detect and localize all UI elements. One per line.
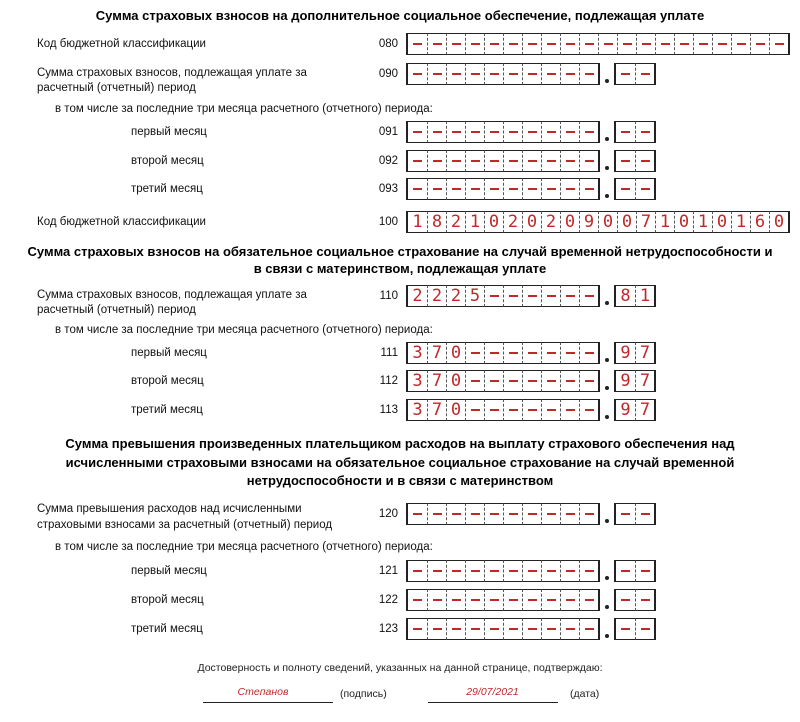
sum-090-code: 090 [378, 68, 398, 80]
m112-code: 112 [379, 375, 398, 387]
digit-cell [560, 618, 579, 640]
m123-code: 123 [378, 623, 398, 635]
digit-cell: 7 [427, 342, 446, 364]
digit-cell: 1 [635, 285, 654, 307]
digit-cell [560, 503, 579, 525]
digit-cell [484, 560, 503, 582]
digit-cell [484, 618, 503, 640]
digit-cell [427, 33, 446, 55]
m113-field[interactable] [406, 399, 656, 421]
digit-cell [635, 560, 654, 582]
sum-090-label-1: Сумма страховых взносов, подлежащая уплате за [37, 67, 307, 79]
date-label: (дата) [570, 688, 600, 700]
digit-cell [446, 178, 465, 200]
m112-field[interactable] [406, 370, 656, 392]
digit-cell [465, 150, 484, 172]
digit-cell [522, 121, 541, 143]
digit-cell: 2 [541, 211, 560, 233]
digit-cell [616, 150, 635, 172]
m093-code: 093 [378, 183, 398, 195]
digit-cell [579, 150, 598, 172]
digit-cell [560, 285, 579, 307]
digit-cell: 3 [408, 342, 427, 364]
digit-cell [579, 121, 598, 143]
digit-cell [560, 150, 579, 172]
sum-110-field[interactable] [406, 285, 656, 307]
digit-cell [693, 33, 712, 55]
digit-cell [408, 150, 427, 172]
digit-cell [484, 33, 503, 55]
m092-field[interactable] [406, 150, 656, 172]
digit-cell: 0 [560, 211, 579, 233]
decimal-point [600, 618, 614, 640]
sum-120-field[interactable] [406, 503, 656, 525]
digit-cell [541, 150, 560, 172]
kbk-100-field[interactable] [406, 211, 790, 233]
digit-cell: 2 [503, 211, 522, 233]
digit-cell [503, 285, 522, 307]
digit-cell [579, 618, 598, 640]
digit-cell: 1 [655, 211, 674, 233]
digit-cell [503, 121, 522, 143]
digit-cell: 0 [598, 211, 617, 233]
digit-cell [579, 503, 598, 525]
section2-title-line1: Сумма страховых взносов на обязательное социальное страхование на случай временной нетрудоспособности и [27, 244, 773, 259]
signature-line [203, 702, 333, 703]
decimal-point [600, 370, 614, 392]
digit-cell [503, 150, 522, 172]
digit-cell [560, 560, 579, 582]
digit-cell [408, 178, 427, 200]
digit-cell [579, 589, 598, 611]
digit-cell [616, 589, 635, 611]
digit-cell [465, 178, 484, 200]
digit-cell [541, 285, 560, 307]
digit-cell [731, 33, 750, 55]
digit-cell [560, 370, 579, 392]
m113-label: третий месяц [131, 404, 203, 416]
digit-cell [503, 178, 522, 200]
digit-cell [636, 33, 655, 55]
section3-title-line1: Сумма превышения произведенных плательщиком расходов на выплату страхового обеспечения над [65, 436, 735, 451]
decimal-point [600, 399, 614, 421]
digit-cell [655, 33, 674, 55]
digit-cell [427, 503, 446, 525]
digit-cell: 3 [408, 370, 427, 392]
digit-cell [408, 503, 427, 525]
digit-cell [635, 121, 654, 143]
m113-code: 113 [379, 404, 398, 416]
m121-label: первый месяц [131, 565, 207, 577]
digit-cell [503, 33, 522, 55]
digit-cell [579, 33, 598, 55]
digit-cell [427, 150, 446, 172]
digit-cell [635, 589, 654, 611]
digit-cell: 2 [446, 211, 465, 233]
m123-label: третий месяц [131, 623, 203, 635]
digit-cell [541, 342, 560, 364]
digit-cell [446, 33, 465, 55]
digit-cell [541, 560, 560, 582]
digit-cell [503, 503, 522, 525]
digit-cell [579, 178, 598, 200]
decimal-point [600, 150, 614, 172]
section2-title-line2: в связи с материнством, подлежащая уплате [253, 261, 547, 276]
digit-cell [541, 370, 560, 392]
digit-cell [427, 618, 446, 640]
digit-cell [465, 618, 484, 640]
digit-cell [635, 618, 654, 640]
decimal-point [600, 560, 614, 582]
digit-cell [598, 33, 617, 55]
digit-cell [522, 342, 541, 364]
digit-cell [408, 63, 427, 85]
digit-cell [503, 618, 522, 640]
digit-cell: 7 [427, 370, 446, 392]
digit-cell [769, 33, 788, 55]
sum-120-code: 120 [378, 508, 398, 520]
digit-cell [616, 178, 635, 200]
digit-cell: 1 [731, 211, 750, 233]
digit-cell: 8 [427, 211, 446, 233]
digit-cell [465, 503, 484, 525]
kbk-100-label: Код бюджетной классификации [37, 216, 206, 228]
m121-field[interactable] [406, 560, 656, 582]
digit-cell: 0 [446, 342, 465, 364]
digit-cell [446, 63, 465, 85]
digit-cell [541, 503, 560, 525]
digit-cell [408, 121, 427, 143]
digit-cell [465, 399, 484, 421]
sum-110-code: 110 [379, 290, 398, 302]
decimal-point [600, 503, 614, 525]
m093-field[interactable] [406, 178, 656, 200]
digit-cell [541, 63, 560, 85]
decimal-point [600, 342, 614, 364]
digit-cell: 8 [616, 285, 635, 307]
digit-cell [522, 63, 541, 85]
digit-cell [560, 589, 579, 611]
digit-cell: 6 [750, 211, 769, 233]
decimal-point [600, 589, 614, 611]
digit-cell [522, 503, 541, 525]
digit-cell [522, 178, 541, 200]
digit-cell [446, 121, 465, 143]
digit-cell [635, 63, 654, 85]
digit-cell [465, 121, 484, 143]
digit-cell [484, 589, 503, 611]
m121-code: 121 [378, 565, 398, 577]
digit-cell [484, 370, 503, 392]
digit-cell [408, 618, 427, 640]
digit-cell [427, 589, 446, 611]
digit-cell [446, 618, 465, 640]
digit-cell [484, 285, 503, 307]
decimal-point [600, 285, 614, 307]
m093-label: третий месяц [131, 183, 203, 195]
digit-cell [446, 560, 465, 582]
digit-cell [579, 285, 598, 307]
digit-cell [560, 342, 579, 364]
digit-cell [522, 33, 541, 55]
digit-cell [560, 63, 579, 85]
digit-cell [635, 178, 654, 200]
digit-cell [408, 33, 427, 55]
digit-cell: 7 [427, 399, 446, 421]
section3-title-line3: нетрудоспособности и в связи с материнством [246, 473, 554, 488]
digit-cell: 7 [635, 342, 654, 364]
digit-cell: 1 [408, 211, 427, 233]
digit-cell: 1 [693, 211, 712, 233]
section1-title: Сумма страховых взносов на дополнительное социальное обеспечение, подлежащая уплате [95, 8, 705, 23]
m111-label: первый месяц [131, 347, 207, 359]
digit-cell [408, 560, 427, 582]
digit-cell: 7 [636, 211, 655, 233]
digit-cell: 2 [446, 285, 465, 307]
kbk-080-label: Код бюджетной классификации [37, 38, 206, 50]
digit-cell [522, 618, 541, 640]
m122-label: второй месяц [131, 594, 204, 606]
digit-cell: 1 [465, 211, 484, 233]
digit-cell: 9 [616, 342, 635, 364]
digit-cell [408, 589, 427, 611]
digit-cell [427, 560, 446, 582]
sum-090-field[interactable] [406, 63, 656, 85]
digit-cell [522, 399, 541, 421]
digit-cell: 0 [522, 211, 541, 233]
digit-cell [560, 33, 579, 55]
digit-cell: 7 [635, 399, 654, 421]
digit-cell [560, 399, 579, 421]
digit-cell [465, 370, 484, 392]
digit-cell [484, 150, 503, 172]
date-value: 29/07/2021 [466, 686, 519, 698]
digit-cell [503, 560, 522, 582]
digit-cell [616, 63, 635, 85]
digit-cell [635, 150, 654, 172]
digit-cell [579, 370, 598, 392]
digit-cell: 9 [579, 211, 598, 233]
m091-label: первый месяц [131, 126, 207, 138]
section2-incl-label: в том числе за последние три месяца расчетного (отчетного) периода: [55, 324, 433, 336]
digit-cell [579, 560, 598, 582]
decimal-point [600, 63, 614, 85]
digit-cell [484, 178, 503, 200]
digit-cell [446, 503, 465, 525]
section3-title-line2: исчисленными страховыми взносами на обязательное социальное страхование на случай временной [65, 455, 735, 470]
m091-code: 091 [378, 126, 398, 138]
m111-code: 111 [380, 347, 398, 359]
digit-cell: 0 [674, 211, 693, 233]
m122-field[interactable] [406, 589, 656, 611]
m091-field[interactable] [406, 121, 656, 143]
digit-cell [503, 589, 522, 611]
digit-cell [541, 121, 560, 143]
decimal-point [600, 178, 614, 200]
date-line [428, 702, 558, 703]
m123-field[interactable] [406, 618, 656, 640]
confirm-text: Достоверность и полноту сведений, указанных на данной странице, подтверждаю: [197, 662, 603, 674]
digit-cell [503, 63, 522, 85]
m112-label: второй месяц [131, 375, 204, 387]
digit-cell [616, 503, 635, 525]
section1-incl-label: в том числе за последние три месяца расчетного (отчетного) периода: [55, 103, 433, 115]
digit-cell [446, 589, 465, 611]
digit-cell [541, 618, 560, 640]
digit-cell [503, 399, 522, 421]
decimal-point [600, 121, 614, 143]
digit-cell: 0 [617, 211, 636, 233]
digit-cell [579, 399, 598, 421]
digit-cell [579, 63, 598, 85]
digit-cell [541, 399, 560, 421]
digit-cell: 0 [484, 211, 503, 233]
digit-cell [674, 33, 693, 55]
digit-cell [465, 560, 484, 582]
digit-cell [522, 560, 541, 582]
kbk-100-code: 100 [378, 216, 398, 228]
digit-cell: 5 [465, 285, 484, 307]
digit-cell: 0 [446, 399, 465, 421]
digit-cell [541, 589, 560, 611]
digit-cell [465, 33, 484, 55]
sum-110-label-1: Сумма страховых взносов, подлежащая уплате за [37, 289, 307, 301]
digit-cell: 7 [635, 370, 654, 392]
digit-cell [522, 150, 541, 172]
sum-120-label-2: страховыми взносами за расчетный (отчетный) период [37, 519, 333, 531]
signer-name: Степанов [237, 686, 289, 698]
digit-cell [617, 33, 636, 55]
digit-cell [484, 503, 503, 525]
digit-cell [541, 178, 560, 200]
section3-incl-label: в том числе за последние три месяца расчетного (отчетного) периода: [55, 541, 433, 553]
m122-code: 122 [378, 594, 398, 606]
digit-cell [484, 399, 503, 421]
sum-110-label-2: расчетный (отчетный) период [37, 304, 196, 316]
digit-cell [560, 178, 579, 200]
digit-cell: 9 [616, 399, 635, 421]
kbk-080-field[interactable] [406, 33, 790, 55]
digit-cell [522, 285, 541, 307]
digit-cell [427, 121, 446, 143]
digit-cell [541, 33, 560, 55]
digit-cell: 9 [616, 370, 635, 392]
m092-label: второй месяц [131, 155, 204, 167]
digit-cell [712, 33, 731, 55]
digit-cell: 2 [427, 285, 446, 307]
digit-cell [750, 33, 769, 55]
sum-120-label-1: Сумма превышения расходов над исчисленными [37, 503, 302, 515]
signature-label: (подпись) [340, 688, 387, 700]
digit-cell: 0 [769, 211, 788, 233]
digit-cell [446, 150, 465, 172]
digit-cell [522, 370, 541, 392]
digit-cell [427, 178, 446, 200]
digit-cell [465, 589, 484, 611]
digit-cell [560, 121, 579, 143]
digit-cell [465, 342, 484, 364]
digit-cell: 2 [408, 285, 427, 307]
digit-cell [616, 618, 635, 640]
digit-cell [522, 589, 541, 611]
digit-cell [616, 121, 635, 143]
kbk-080-code: 080 [378, 38, 398, 50]
digit-cell [484, 121, 503, 143]
digit-cell: 3 [408, 399, 427, 421]
digit-cell [616, 560, 635, 582]
digit-cell [484, 342, 503, 364]
m092-code: 092 [378, 155, 398, 167]
digit-cell [579, 342, 598, 364]
digit-cell [635, 503, 654, 525]
digit-cell [465, 63, 484, 85]
digit-cell [484, 63, 503, 85]
digit-cell: 0 [446, 370, 465, 392]
digit-cell [503, 342, 522, 364]
digit-cell: 0 [712, 211, 731, 233]
digit-cell [503, 370, 522, 392]
m111-field[interactable] [406, 342, 656, 364]
digit-cell [427, 63, 446, 85]
sum-090-label-2: расчетный (отчетный) период [37, 82, 196, 94]
